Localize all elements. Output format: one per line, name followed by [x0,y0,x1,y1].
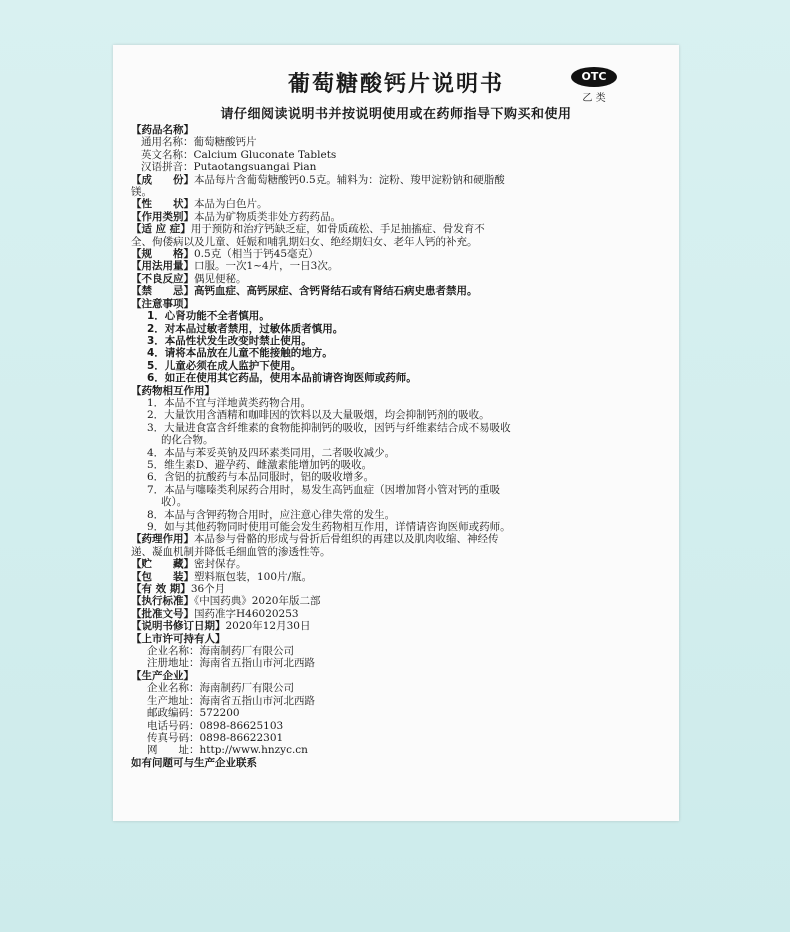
interaction-item-cont: 收）。 [161,496,188,509]
pinyin-name: 汉语拼音：Putaotangsuangai Pian [141,161,317,174]
interaction-item: 8．本品与含钾药物合用时，应注意心律失常的发生。 [147,508,396,521]
precaution-item: 3．本品性状发生改变时禁止使用。 [147,334,312,347]
package-text: 塑料瓶包装，100片/瓶。 [194,570,313,583]
leaflet-title: 葡萄糖酸钙片说明书 [287,72,504,97]
revision-text: 2020年12月30日 [225,620,311,633]
storage-label: 【贮 藏】 [131,558,194,571]
leaflet-content [131,124,663,769]
composition-text: 本品每片含葡萄糖酸钙0.5克。辅料为：淀粉、羧甲淀粉钠和硬脂酸 [194,173,505,186]
pharmacology-section [131,533,663,545]
manufacturer-phone: 电话号码：0898-86625103 [147,719,284,732]
spec-section [131,248,663,260]
holder-name: 企业名称：海南制药厂有限公司 [147,645,294,658]
indications-section [131,223,663,235]
precaution-item: 1．心肾功能不全者慎用。 [147,310,270,323]
interaction-item: 7．本品与噻嗪类利尿药合用时，易发生高钙血症（因增加肾小管对钙的重吸 [147,483,501,496]
spec-label: 【规 格】 [131,248,194,261]
adverse-label: 【不良反应】 [131,272,194,285]
package-label: 【包 装】 [131,570,194,583]
appearance-label: 【性 状】 [131,198,194,211]
manufacturer-fax: 传真号码：0898-86622301 [147,731,284,744]
appearance-section [131,198,663,210]
approval-label: 【批准文号】 [131,607,194,620]
composition-text-cont: 镁。 [131,186,152,199]
leaflet-sheet [113,45,679,821]
category-section [131,211,663,223]
storage-text: 密封保存。 [194,558,247,571]
validity-label: 【有 效 期】 [131,583,191,596]
precaution-item: 4．请将本品放在儿童不能接触的地方。 [147,347,333,360]
category-label: 【作用类别】 [131,210,194,223]
generic-name: 通用名称：葡萄糖酸钙片 [141,136,257,149]
approval-section [131,608,663,620]
pharmacology-label: 【药理作用】 [131,533,194,546]
dosage-text: 口服。一次1~4片，一日3次。 [194,260,339,273]
composition-section [131,174,663,186]
validity-text: 36个月 [190,583,226,596]
dosage-section [131,260,663,272]
manufacturer-name: 企业名称：海南制药厂有限公司 [147,682,294,695]
contra-section [131,285,663,297]
standard-label: 【执行标准】 [131,595,194,608]
spec-text: 0.5克（相当于钙45毫克） [194,248,319,261]
package-section [131,571,663,583]
precaution-item: 2．对本品过敏者禁用，过敏体质者慎用。 [147,322,344,335]
indications-text: 用于预防和治疗钙缺乏症，如骨质疏松、手足抽搐症、骨发育不 [190,223,485,236]
interaction-item: 5．维生素D、避孕药、雌激素能增加钙的吸收。 [147,458,373,471]
drug-name-label: 【药品名称】 [131,124,194,136]
otc-badge: OTC [571,67,617,87]
contra-text: 高钙血症、高钙尿症、含钙肾结石或有肾结石病史患者禁用。 [194,285,478,298]
appearance-text: 本品为白色片。 [194,198,268,211]
contact-note: 如有问题可与生产企业联系 [131,756,257,769]
revision-label: 【说明书修订日期】 [131,620,226,633]
manufacturer-address: 生产地址：海南省五指山市河北西路 [147,694,315,707]
composition-label: 【成 份】 [131,173,194,186]
interactions-label: 【药物相互作用】 [131,384,215,397]
manufacturer-postcode: 邮政编码：572200 [147,707,240,720]
validity-section [131,583,663,595]
category-text: 本品为矿物质类非处方药药品。 [194,210,341,223]
english-name: 英文名称：Calcium Gluconate Tablets [141,148,337,161]
indications-text-cont: 全、佝偻病以及儿童、妊娠和哺乳期妇女、绝经期妇女、老年人钙的补充。 [131,235,478,248]
approval-text: 国药准字H46020253 [194,607,299,620]
adverse-section [131,273,663,285]
manufacturer-label: 【生产企业】 [131,669,194,682]
interaction-item: 2．大量饮用含酒精和咖啡因的饮料以及大量吸烟，均会抑制钙剂的吸收。 [147,409,490,422]
precaution-item: 5．儿童必须在成人监护下使用。 [147,359,302,372]
interaction-item: 6．含铝的抗酸药与本品同服时，铝的吸收增多。 [147,471,375,484]
standard-text: 《中国药典》2020年版二部 [194,595,321,608]
interaction-item-cont: 的化合物。 [161,434,214,447]
usage-notice: 请仔细阅读说明书并按说明使用或在药师指导下购买和使用 [220,107,572,122]
dosage-label: 【用法用量】 [131,260,194,273]
precautions-label: 【注意事项】 [131,297,194,310]
holder-address: 注册地址：海南省五指山市河北西路 [147,657,315,670]
contra-label: 【禁 忌】 [131,285,194,298]
interaction-item: 3．大量进食富含纤维素的食物能抑制钙的吸收，因钙与纤维素结合成不易吸收 [147,421,511,434]
pharmacology-text-cont: 递、凝血机制并降低毛细血管的渗透性等。 [131,545,331,558]
manufacturer-website: 网 址：http://www.hnzyc.cn [147,744,308,757]
interaction-item: 9．如与其他药物同时使用可能会发生药物相互作用，详情请咨询医师或药师。 [147,521,511,533]
revision-section [131,620,663,632]
precaution-item: 6．如正在使用其它药品，使用本品前请咨询医师或药师。 [147,372,417,385]
storage-section [131,558,663,570]
standard-section [131,595,663,607]
adverse-text: 偶见便秘。 [194,272,247,285]
interaction-item: 1．本品不宜与洋地黄类药物合用。 [147,396,312,409]
holder-label: 【上市许可持有人】 [131,632,226,645]
indications-label: 【适 应 症】 [131,223,191,236]
pharmacology-text: 本品参与骨骼的形成与骨折后骨组织的再建以及肌肉收缩、神经传 [194,533,499,546]
otc-class-label: 乙 类 [582,93,606,104]
interaction-item: 4．本品与苯妥英钠及四环素类同用，二者吸收减少。 [147,446,396,459]
